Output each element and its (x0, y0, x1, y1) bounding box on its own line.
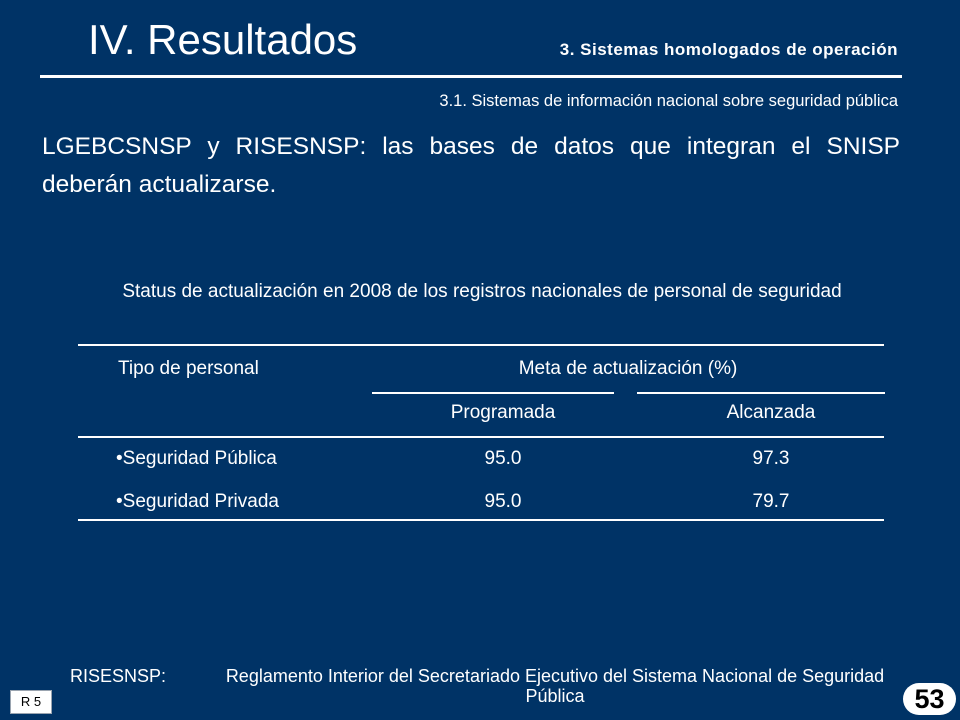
table-cell-alcanzada: 97.3 (752, 448, 790, 469)
title-divider (40, 75, 902, 78)
column-header-alcanzada: Alcanzada (726, 402, 816, 423)
table-top-rule (78, 344, 884, 346)
subsection-heading: 3.1. Sistemas de información nacional sobre seguridad pública (439, 92, 898, 110)
lead-paragraph: LGEBCSNSP y RISESNSP: las bases de datos que integran el SNISP deberán actualizarse. (42, 133, 900, 198)
section-heading: 3. Sistemas homologados de operación (559, 40, 898, 59)
table-row-label: •Seguridad Pública (116, 448, 277, 469)
subheader-rule-alcanzada (637, 392, 885, 394)
table-title: Status de actualización en 2008 de los registros nacionales de personal de seguridad (122, 281, 842, 302)
footnote-definition: Reglamento Interior del Secretariado Ejecutivo del Sistema Nacional de Seguridad Pública (225, 666, 885, 706)
page-number: 53 (903, 683, 956, 715)
column-header-tipo: Tipo de personal (118, 358, 259, 379)
table-cell-programada: 95.0 (484, 491, 522, 512)
column-header-programada: Programada (450, 402, 556, 423)
table-cell-alcanzada: 79.7 (752, 491, 790, 512)
column-header-meta: Meta de actualización (%) (518, 358, 738, 379)
table-row-label: •Seguridad Privada (116, 491, 279, 512)
table-cell-programada: 95.0 (484, 448, 522, 469)
page-title: IV. Resultados (88, 16, 358, 63)
footnote-abbreviation: RISESNSP: (70, 666, 167, 686)
reference-badge: R 5 (10, 690, 52, 714)
subheader-rule-programada (372, 392, 614, 394)
table-header-rule (78, 436, 884, 438)
table-bottom-rule (78, 519, 884, 521)
